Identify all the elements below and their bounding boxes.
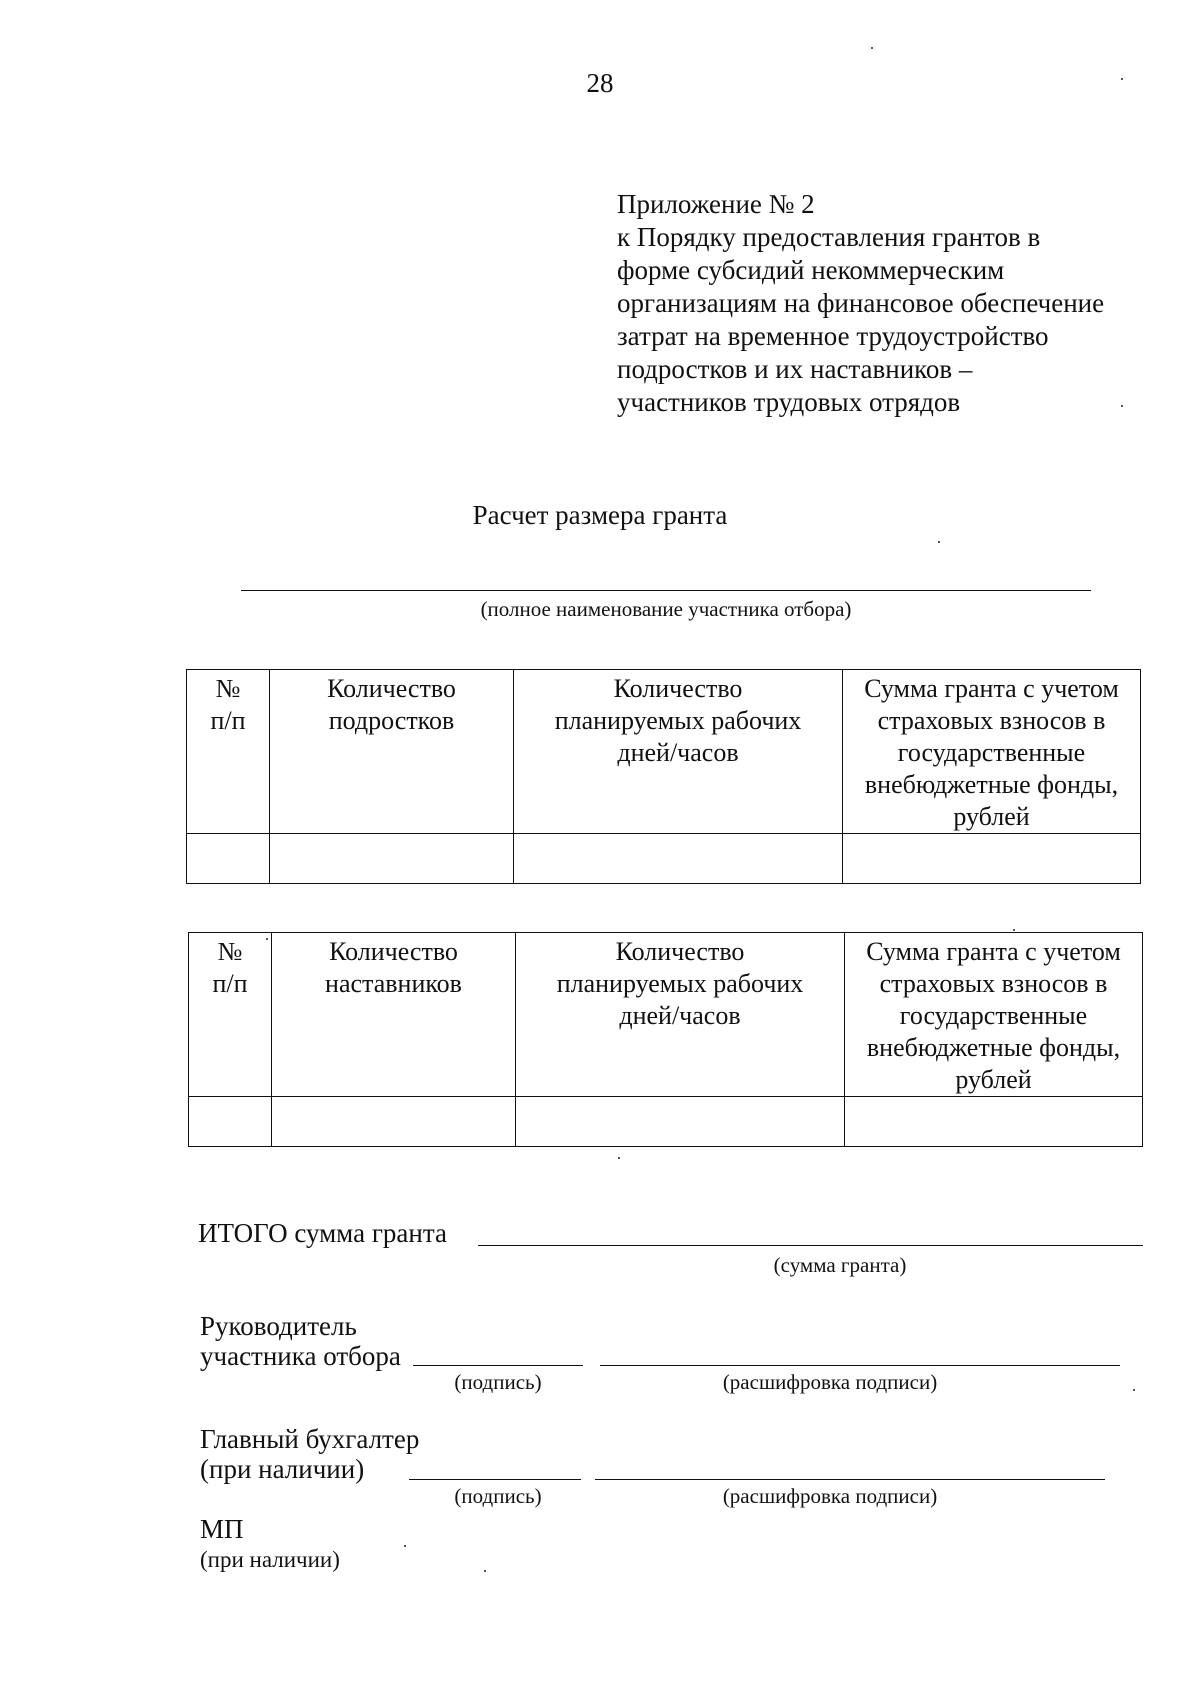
header-cell-teens-count: Количество подростков bbox=[270, 670, 514, 834]
head-transcript-caption: (расшифровка подписи) bbox=[722, 1370, 938, 1394]
accountant-signature-caption: (подпись) bbox=[454, 1484, 542, 1508]
scan-speck bbox=[404, 1545, 406, 1547]
input-cell-mentors-count[interactable] bbox=[272, 1097, 516, 1147]
scan-speck bbox=[1121, 405, 1123, 407]
participant-name-caption: (полное наименование участника отбора) bbox=[480, 597, 852, 621]
annex-block bbox=[617, 188, 1157, 419]
header-cell-number: № п/п bbox=[189, 933, 272, 1097]
header-cell-grant-sum: Сумма гранта с учетом страховых взносов в государственные внебюджетные фонды, рублей bbox=[843, 670, 1141, 834]
head-signature-caption: (подпись) bbox=[454, 1370, 542, 1394]
header-cell-work-days: Количество планируемых рабочих дней/часов bbox=[514, 670, 843, 834]
annex-line: подростков и их наставников – bbox=[617, 354, 973, 384]
header-cell-mentors-count: Количество наставников bbox=[272, 933, 516, 1097]
header-cell-work-days: Количество планируемых рабочих дней/часов bbox=[516, 933, 845, 1097]
table-row bbox=[187, 834, 1141, 884]
scan-speck bbox=[1133, 1389, 1135, 1391]
table-header-row bbox=[187, 670, 1141, 834]
head-transcript-line[interactable] bbox=[600, 1365, 1120, 1366]
header-cell-grant-sum: Сумма гранта с учетом страховых взносов в государственные внебюджетные фонды, рублей bbox=[845, 933, 1143, 1097]
page-number: 28 bbox=[586, 68, 614, 98]
teens-grant-table bbox=[186, 669, 1141, 884]
scan-speck bbox=[938, 541, 940, 543]
input-cell-grant-sum[interactable] bbox=[845, 1097, 1143, 1147]
accountant-signature-label: Главный бухгалтер (при наличии) bbox=[200, 1424, 420, 1484]
total-grant-label: ИТОГО сумма гранта bbox=[198, 1218, 447, 1248]
participant-name-line bbox=[241, 590, 1091, 591]
scan-speck bbox=[1121, 78, 1123, 80]
document-title: Расчет размера гранта bbox=[472, 500, 728, 530]
scan-speck bbox=[1013, 929, 1015, 931]
accountant-transcript-line[interactable] bbox=[595, 1479, 1105, 1480]
annex-line: участников трудовых отрядов bbox=[617, 387, 961, 417]
annex-line: к Порядку предоставления грантов в bbox=[617, 222, 1041, 252]
scan-speck bbox=[871, 47, 873, 49]
input-cell-grant-sum[interactable] bbox=[843, 834, 1141, 884]
scan-speck bbox=[266, 938, 268, 940]
head-signature-line[interactable] bbox=[413, 1365, 583, 1366]
header-cell-number: № п/п bbox=[187, 670, 270, 834]
table-row bbox=[189, 1097, 1143, 1147]
accountant-transcript-caption: (расшифровка подписи) bbox=[722, 1484, 938, 1508]
accountant-signature-line[interactable] bbox=[409, 1479, 581, 1480]
annex-line: организациям на финансовое обеспечение bbox=[617, 288, 1105, 318]
total-grant-caption: (сумма гранта) bbox=[773, 1253, 907, 1277]
input-cell-teens-count[interactable] bbox=[270, 834, 514, 884]
scan-speck bbox=[618, 1157, 620, 1159]
input-cell-number[interactable] bbox=[187, 834, 270, 884]
total-grant-line[interactable] bbox=[478, 1245, 1143, 1246]
mentors-grant-table bbox=[188, 932, 1143, 1147]
stamp-label: МП bbox=[200, 1514, 244, 1544]
table-header-row bbox=[189, 933, 1143, 1097]
stamp-note: (при наличии) bbox=[200, 1547, 340, 1572]
annex-line: Приложение № 2 bbox=[617, 189, 815, 219]
annex-line: форме субсидий некоммерческим bbox=[617, 255, 1005, 285]
input-cell-work-days[interactable] bbox=[514, 834, 843, 884]
annex-line: затрат на временное трудоустройство bbox=[617, 321, 1049, 351]
input-cell-work-days[interactable] bbox=[516, 1097, 845, 1147]
scan-speck bbox=[484, 1570, 486, 1572]
head-signature-label: Руководитель участника отбора bbox=[200, 1311, 401, 1371]
input-cell-number[interactable] bbox=[189, 1097, 272, 1147]
